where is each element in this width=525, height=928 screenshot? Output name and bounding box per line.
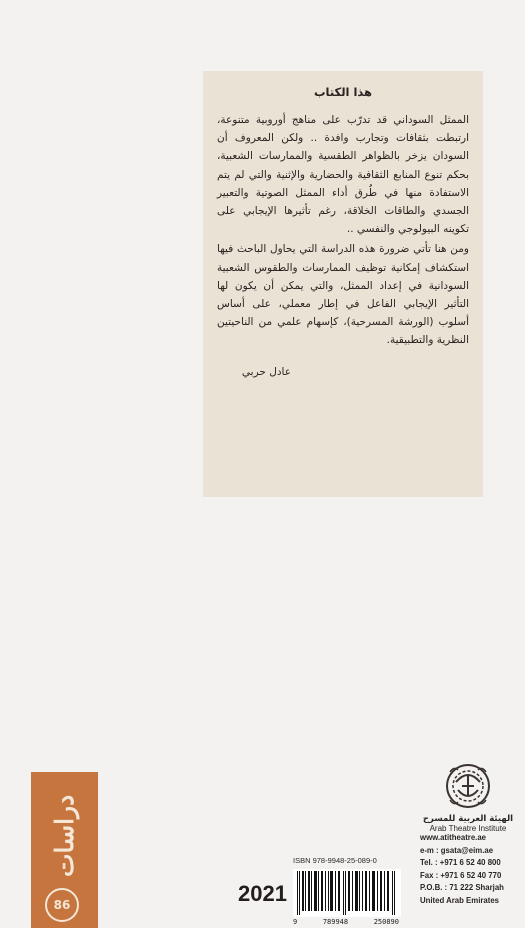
blurb-paragraph: ومن هنا تأتي ضرورة هذه الدراسة التي يحاول الباحث فيها استكشاف إمكانية توظيف الممارسات والطقوس الشعبية السودانية في إعداد الممثل، والتي يمكن أن يكون لها التأثير الإيجابي الفاعل في إطار معملي، على أساس أسلوب (الورشة المسرحية)، كإسهام علمي من الناحيتين النظرية والتطبيقية.	[217, 243, 469, 347]
publisher-name-arabic: الهيئة العربية للمسرح	[422, 814, 514, 824]
publisher-name-english: Arab Theatre Institute	[429, 824, 507, 833]
contact-fax: Fax : +971 6 52 40 770	[420, 870, 502, 880]
arab-theatre-institute-logo-icon	[444, 760, 492, 812]
contact-website: www.atitheatre.ae	[420, 833, 487, 842]
barcode-digit-group: 789948	[322, 918, 349, 926]
contact-email: e-m : gsata@eim.ae	[420, 845, 494, 855]
blurb-paragraph: الممثل السوداني قد تدرّب على مناهج أوروبية متنوعة، ارتبطت بثقافات وتجارب وافدة .. ولكن المعروف أن السودان يزخر بالظواهر الطقسية والممارسات الشعبية، بحكم تنوع المنابع الثقافية والحضارية والإثنية والتي لم يتم الاستفادة منها في طُرق أداء الممثل الصوتية والتعبير الجسدي والطاقات الخلاقة، رغم تأثيرها الإيجابي على تكوينه البيولوجي والنفسي ..	[217, 114, 469, 236]
isbn-number: ISBN 978-9948-25-089-0	[293, 856, 377, 865]
contact-country: United Arab Emirates	[420, 895, 500, 905]
barcode-icon	[293, 869, 401, 917]
publisher-contacts	[420, 832, 520, 908]
contact-tel: Tel. : +971 6 52 40 800	[420, 858, 501, 868]
blurb-box	[203, 71, 483, 497]
barcode-digit-group: 250890	[373, 918, 399, 926]
contact-pobox: P.O.B. : 71 222 Sharjah	[420, 883, 504, 893]
author-name: عادل حربي	[241, 365, 291, 378]
blurb-title: هذا الكتاب	[313, 85, 373, 99]
series-label: دراسات	[50, 794, 79, 878]
series-number-badge: 86	[45, 888, 79, 922]
barcode-digit-group: 9	[293, 918, 298, 926]
barcode-digits	[293, 918, 399, 926]
isbn-barcode-block	[293, 856, 407, 928]
publisher-block	[418, 760, 518, 833]
publication-year: 2021	[238, 881, 287, 906]
series-tab	[31, 772, 98, 928]
